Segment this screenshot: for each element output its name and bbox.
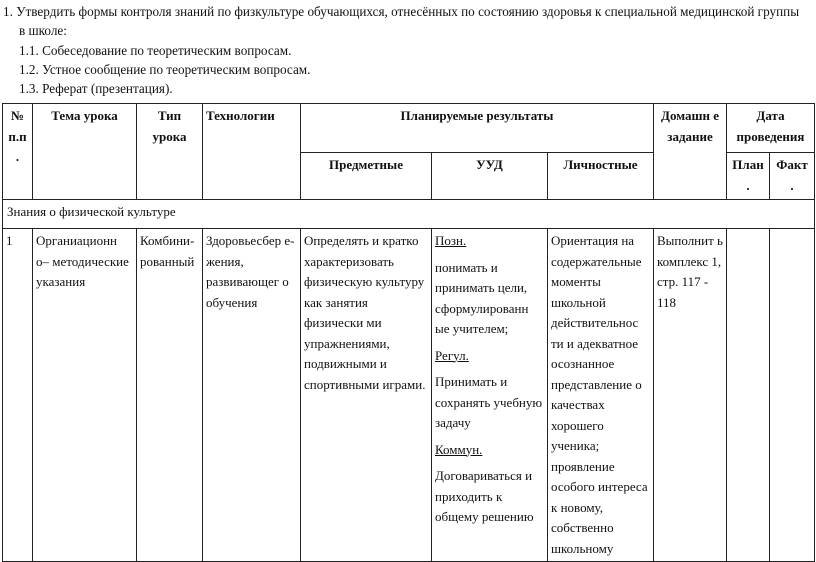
row-type: Комбини-рованный bbox=[137, 229, 203, 562]
row-subject-results: Определять и кратко характеризовать физическую культуру как занятия физически ми упражнениями, подвижными и спортивными играми. bbox=[301, 229, 432, 562]
row-uud bbox=[432, 229, 548, 562]
header-planned-results: Планируемые результаты bbox=[301, 104, 654, 153]
row-num: 1 bbox=[3, 229, 33, 562]
table-row bbox=[3, 229, 815, 562]
section-title: Знания о физической культуре bbox=[3, 200, 815, 229]
header-plan: План . bbox=[727, 153, 770, 200]
uud-regulative-label: Регул. bbox=[435, 347, 469, 363]
uud-communicative-text: Договариваться и приходить к общему решению bbox=[435, 468, 534, 524]
header-personal: Личностные bbox=[548, 153, 654, 200]
intro-line-2: в школе: bbox=[19, 23, 67, 38]
row-plan bbox=[727, 229, 770, 562]
uud-cognitive-label: Позн. bbox=[435, 233, 467, 248]
uud-regulative-text: Принимать и сохранять учебную задачу bbox=[435, 374, 543, 430]
intro-line-1: 1. Утвердить формы контроля знаний по физкультуре обучающихся, отнесённых по состоянию здоровья к специальной медицинской группы bbox=[3, 4, 800, 19]
intro-item-3: 1.3. Реферат (презентация). bbox=[19, 81, 173, 96]
uud-communicative-label: Коммун. bbox=[435, 441, 483, 457]
row-personal-results: Ориентация на содержательные моменты школьной действительнос ти и адекватное осознанное представление о качествах хорошего ученика; проявление особого интереса к новому, собственно школьному bbox=[548, 229, 654, 562]
header-homework: Домашн е задание bbox=[654, 104, 727, 200]
row-technologies: Здоровьесбер е-жения, развивающег о обучения bbox=[203, 229, 301, 562]
header-topic: Тема урока bbox=[33, 104, 137, 200]
header-date: Дата проведения bbox=[727, 104, 815, 153]
header-subject: Предметные bbox=[301, 153, 432, 200]
header-type: Тип урока bbox=[137, 104, 203, 200]
intro-item-2: 1.2. Устное сообщение по теоретическим вопросам. bbox=[19, 62, 311, 77]
header-num: № п.п . bbox=[3, 104, 33, 200]
row-fact bbox=[770, 229, 815, 562]
lesson-plan-table bbox=[2, 103, 815, 562]
header-uud: УУД bbox=[432, 153, 548, 200]
header-technologies: Технологии bbox=[203, 104, 301, 200]
row-homework: Выполнит ь комплекс 1, стр. 117 - 118 bbox=[654, 229, 727, 562]
header-fact: Факт . bbox=[770, 153, 815, 200]
intro-item-1: 1.1. Собеседование по теоретическим вопросам. bbox=[19, 43, 292, 58]
uud-cognitive-text: понимать и принимать цели, сформулированн ые учителем; bbox=[435, 259, 529, 336]
row-topic: Органиационн о– методические указания bbox=[33, 229, 137, 562]
